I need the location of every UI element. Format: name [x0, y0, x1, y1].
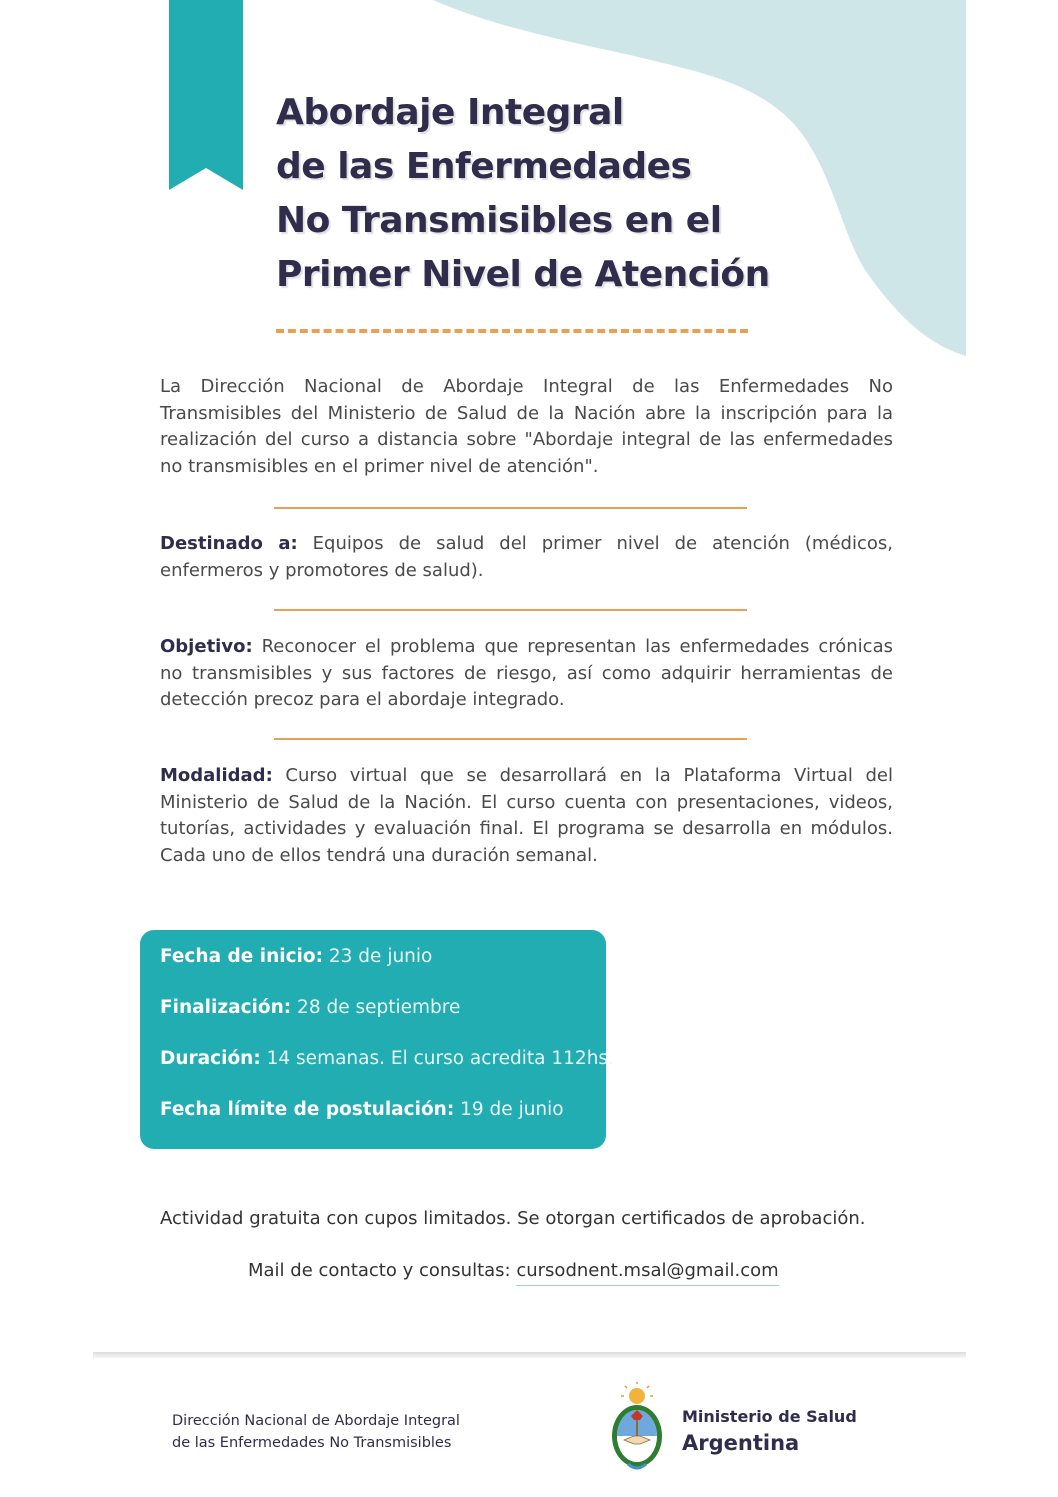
footer-department-line-2: de las Enfermedades No Transmisibles	[172, 1435, 452, 1451]
duration-value: 14 semanas. El curso acredita 112hs.	[266, 1048, 614, 1069]
page-title	[276, 86, 876, 302]
title-line-3: No Transmisibles en el	[276, 200, 722, 241]
start-date-value: 23 de junio	[328, 946, 433, 967]
end-date-row	[160, 997, 460, 1018]
contact-email-link[interactable]: cursodnent.msal@gmail.com	[516, 1260, 778, 1286]
destinado-label: Destinado a:	[160, 533, 298, 554]
dashed-divider	[276, 329, 748, 333]
contact-line	[248, 1260, 779, 1281]
destinado-text: Equipos de salud del primer nivel de atención (médicos, enfermeros y promotores de salud).	[160, 533, 893, 581]
title-line-4: Primer Nivel de Atención	[276, 254, 770, 295]
deadline-value: 19 de junio	[460, 1099, 564, 1120]
deadline-label: Fecha límite de postulación:	[160, 1099, 455, 1120]
objetivo-paragraph	[160, 634, 893, 714]
title-line-1: Abordaje Integral	[276, 92, 624, 133]
duration-label: Duración:	[160, 1048, 261, 1069]
country-name: Argentina	[682, 1431, 800, 1455]
objetivo-label: Objetivo:	[160, 636, 253, 657]
duration-row	[160, 1048, 614, 1069]
footer-department-line-1: Dirección Nacional de Abordaje Integral	[172, 1413, 460, 1429]
intro-paragraph: La Dirección Nacional de Abordaje Integral de las Enfermedades No Transmisibles del Ministerio de Salud de la Nación abre la inscripción para la realización del curso a distancia sobre "Abordaje integral de las enfermedades no transmisibles en el primer nivel de atención".	[160, 376, 893, 477]
bookmark-ribbon-shape	[169, 0, 243, 190]
course-dates-box	[140, 930, 614, 1149]
title-line-2: de las Enfermedades	[276, 146, 692, 187]
ministry-logo-text	[682, 1406, 857, 1458]
divider-3	[274, 738, 747, 740]
deadline-row	[160, 1099, 564, 1120]
modalidad-label: Modalidad:	[160, 765, 273, 786]
modalidad-paragraph	[160, 763, 893, 869]
divider-2	[274, 609, 747, 611]
end-date-value: 28 de septiembre	[297, 997, 461, 1018]
free-activity-note: Actividad gratuita con cupos limitados. Se otorgan certificados de aprobación.	[160, 1208, 866, 1229]
argentina-coat-of-arms-icon	[606, 1382, 668, 1474]
ministry-name: Ministerio de Salud	[682, 1407, 857, 1426]
footer-department	[172, 1410, 460, 1454]
divider-1	[274, 507, 747, 509]
end-date-label: Finalización:	[160, 997, 292, 1018]
objetivo-text: Reconocer el problema que representan las enfermedades crónicas no transmisibles y sus factores de riesgo, así como adquirir herramientas de detección precoz para el abordaje integrado.	[160, 636, 893, 710]
start-date-row	[160, 946, 432, 967]
destinado-paragraph	[160, 531, 893, 584]
contact-label: Mail de contacto y consultas:	[248, 1260, 511, 1281]
footer-separator	[93, 1352, 966, 1358]
start-date-label: Fecha de inicio:	[160, 946, 323, 967]
modalidad-text: Curso virtual que se desarrollará en la Plataforma Virtual del Ministerio de Salud de la Nación. El curso cuenta con presentaciones, videos, tutorías, actividades y evaluación final. El programa se desarrolla en módulos. Cada uno de ellos tendrá una duración semanal.	[160, 765, 893, 866]
